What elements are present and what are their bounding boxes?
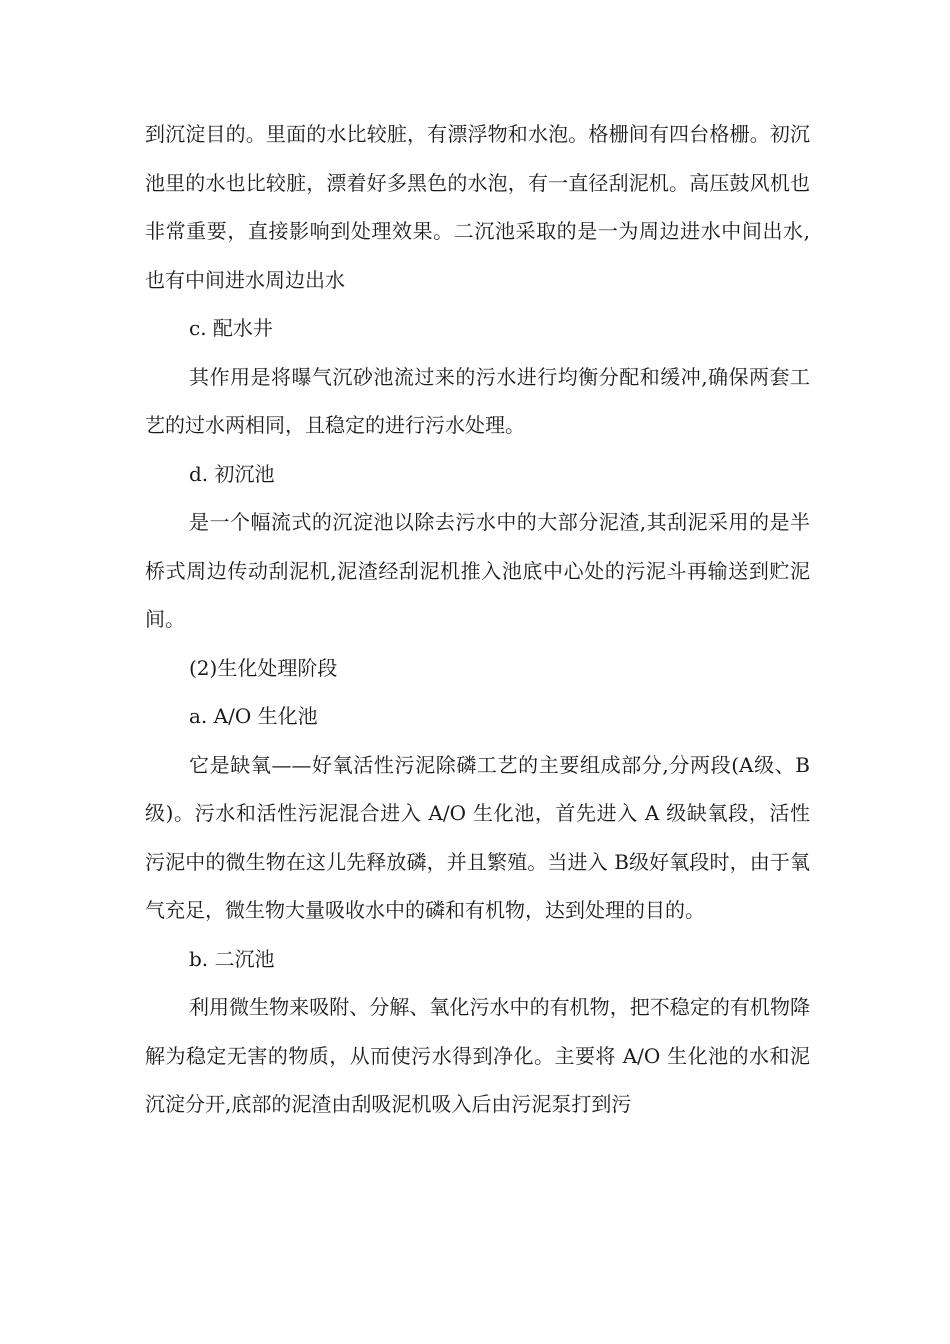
heading-distribution-well: c. 配水井 [189,316,273,340]
paragraph-primary-clarifier: 是一个幅流式的沉淀池以除去污水中的大部分泥渣,其刮泥采用的是半桥式周边传动刮泥机,泥渣经刮泥机推入池底中心处的污泥斗再输送到贮泥间。 [145,510,810,631]
paragraph-continuation: 到沉淀目的。里面的水比较脏，有漂浮物和水泡。格栅间有四台格栅。初沉池里的水也比较脏，漂着好多黑色的水泡，有一直径刮泥机。高压鼓风机也非常重要，直接影响到处理效果。二沉池采取的是一为周边进水中间出水,也有中间进水周边出水 [145,122,810,292]
heading-ao-tank: a. A/O 生化池 [189,704,318,728]
paragraph-distribution-well: 其作用是将曝气沉砂池流过来的污水进行均衡分配和缓冲,确保两套工艺的过水两相同，且稳定的进行污水处理。 [145,364,810,437]
heading-primary-clarifier: d. 初沉池 [189,461,275,486]
document-body [145,110,810,1129]
paragraph-ao-tank: 它是缺氧——好氧活性污泥除磷工艺的主要组成部分,分两段(A级、B 级)。污水和活性污泥混合进入 A/O 生化池，首先进入 A 级缺氧段，活性污泥中的微生物在这儿先释放磷，并且繁殖。当进入 B级好氧段时，由于氧气充足，微生物大量吸收水中的磷和有机物，达到处理的目的。 [145,752,810,922]
paragraph-secondary-clarifier: 利用微生物来吸附、分解、氧化污水中的有机物，把不稳定的有机物降解为稳定无害的物质，从而使污水得到净化。主要将 A/O 生化池的水和泥沉淀分开,底部的泥渣由刮吸泥机吸入后由污泥泵打到污 [145,995,810,1116]
heading-biochemical-stage: (2)生化处理阶段 [189,655,338,680]
heading-secondary-clarifier: b. 二沉池 [189,946,275,971]
